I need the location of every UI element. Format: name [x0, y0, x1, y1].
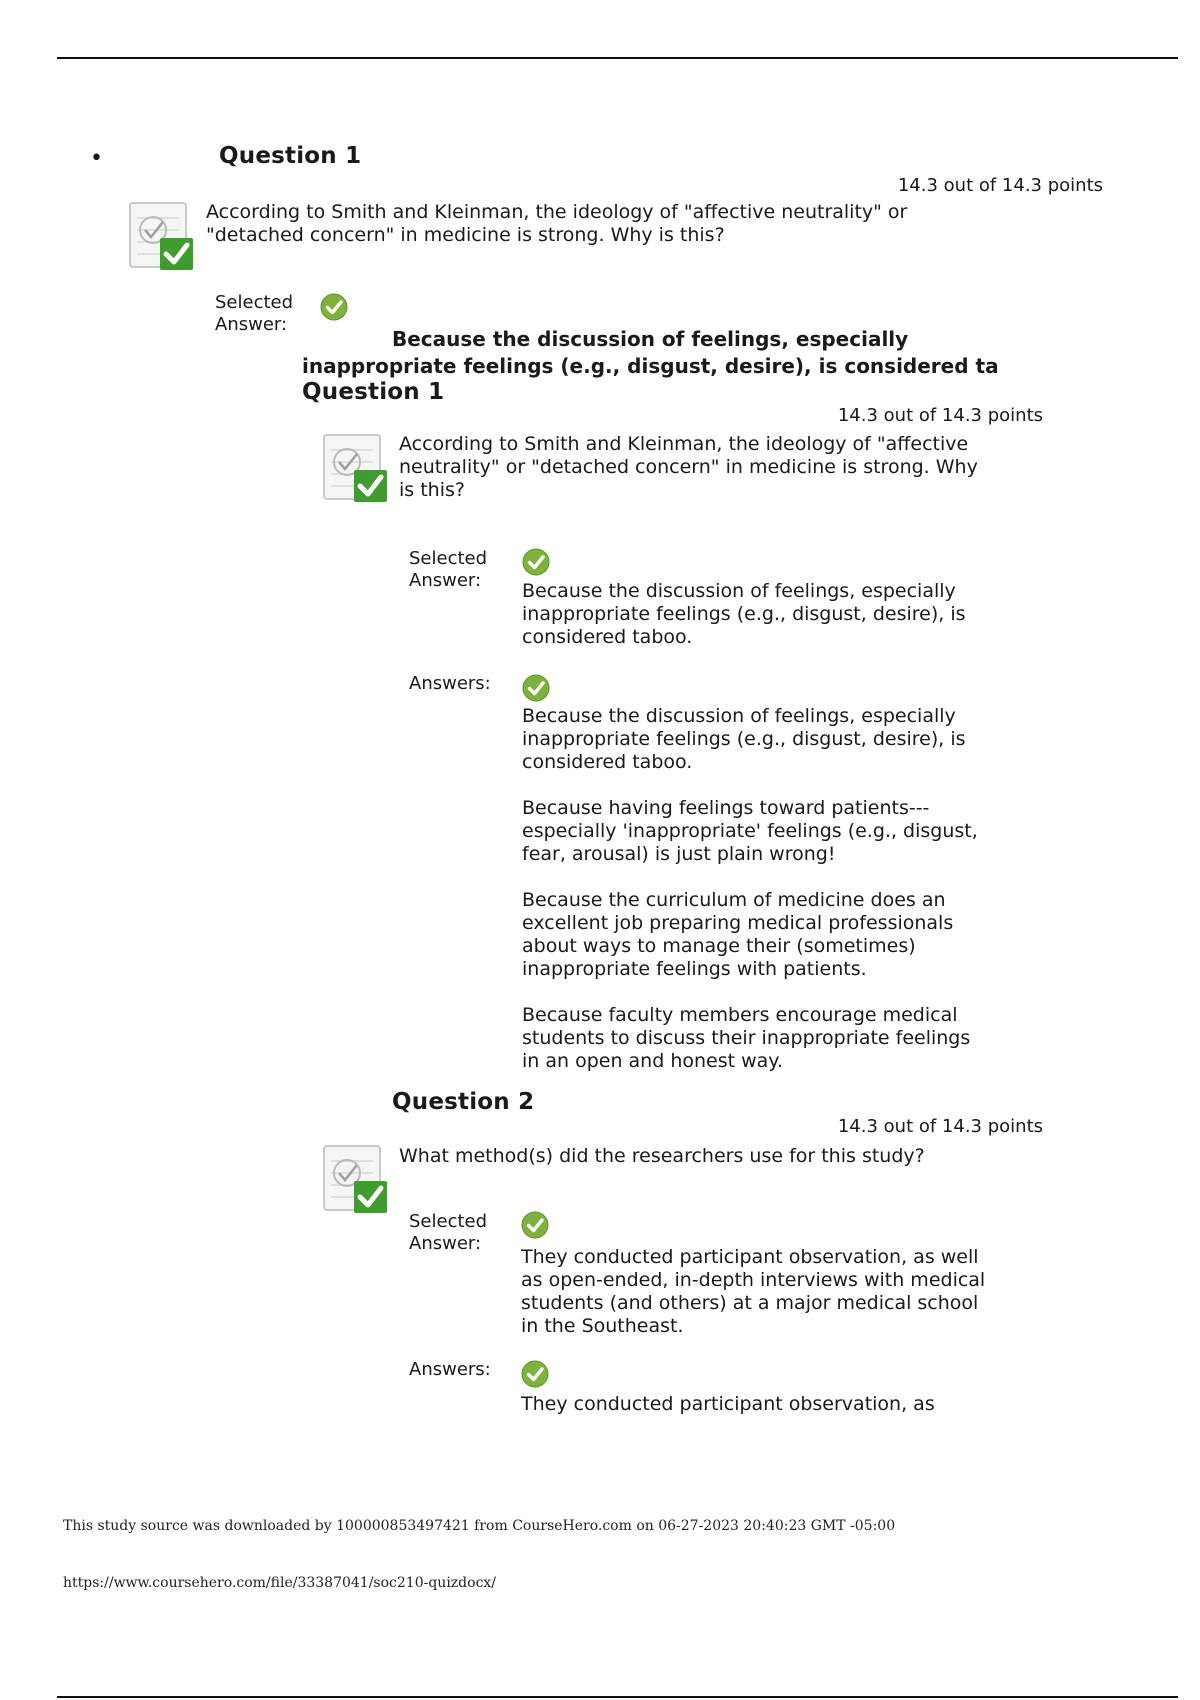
correct-check-icon — [320, 293, 348, 321]
correct-check-icon — [522, 674, 550, 702]
outer-selected-label-line1: Selected — [215, 292, 294, 313]
question-2-answer-option: They conducted participant observation, as — [521, 1393, 935, 1415]
question-1-selected-label-line1: Selected — [409, 548, 488, 569]
question-1-selected-answer: Because the discussion of feelings, especially inappropriate feelings (e.g., disgust, desire), is considered taboo. — [522, 580, 966, 648]
correct-check-icon — [521, 1211, 549, 1239]
correct-check-icon — [521, 1360, 549, 1388]
question-2-answers-label: Answers: — [409, 1359, 491, 1380]
list-bullet: • — [90, 146, 103, 171]
question-1-answer-option: Because faculty members encourage medical students to discuss their inappropriate feelings in an open and honest way. — [522, 1004, 971, 1072]
question-1-selected-label-line2: Answer: — [409, 570, 482, 591]
graded-question-icon — [321, 1143, 389, 1215]
question-1-title: Question 1 — [302, 379, 445, 405]
question-1-selected-label — [409, 548, 487, 592]
question-2-text: What method(s) did the researchers use for this study? — [399, 1145, 925, 1167]
question-2-selected-answer: They conducted participant observation, as well as open-ended, in-depth interviews with medical students (and others) at a major medical school in the Southeast. — [521, 1246, 986, 1337]
outer-question-text — [206, 201, 907, 247]
question-2-selected-label-line2: Answer: — [409, 1233, 482, 1254]
outer-question-title: Question 1 — [219, 143, 362, 169]
question-2-points: 14.3 out of 14.3 points — [837, 1116, 1043, 1137]
outer-points: 14.3 out of 14.3 points — [897, 175, 1103, 196]
outer-selected-answer-line2: inappropriate feelings (e.g., disgust, desire), is considered ta — [302, 354, 999, 378]
outer-question-text-line1: According to Smith and Kleinman, the ideology of "affective neutrality" or — [206, 201, 908, 223]
graded-question-icon — [321, 432, 389, 504]
question-1-answer-option: Because having feelings toward patients---especially 'inappropriate' feelings (e.g., disgust, fear, arousal) is just plain wrong! — [522, 797, 978, 865]
question-1-answers-label: Answers: — [409, 673, 491, 694]
bottom-rule — [57, 1696, 1178, 1698]
question-2-selected-label — [409, 1211, 487, 1255]
download-note: This study source was downloaded by 100000853497421 from CourseHero.com on 06-27-2023 20:40:23 GMT -05:00 — [63, 1518, 896, 1534]
question-1-text: According to Smith and Kleinman, the ideology of "affective neutrality" or "detached concern" in medicine is strong. Why is this? — [399, 433, 978, 501]
graded-question-icon — [127, 200, 195, 272]
question-2-title: Question 2 — [392, 1089, 535, 1115]
correct-check-icon — [522, 548, 550, 576]
question-1-points: 14.3 out of 14.3 points — [837, 405, 1043, 426]
top-rule — [57, 57, 1178, 59]
question-2-selected-label-line1: Selected — [409, 1211, 488, 1232]
question-1-answer-option: Because the discussion of feelings, especially inappropriate feelings (e.g., disgust, desire), is considered taboo. — [522, 705, 966, 773]
outer-selected-answer-line1: Because the discussion of feelings, especially — [392, 327, 909, 351]
question-1-answer-option: Because the curriculum of medicine does an excellent job preparing medical professionals about ways to manage their (sometimes) inappropriate feelings with patients. — [522, 889, 954, 980]
outer-selected-label — [215, 292, 293, 336]
source-url[interactable]: https://www.coursehero.com/file/33387041/soc210-quizdocx/ — [63, 1575, 497, 1591]
outer-selected-label-line2: Answer: — [215, 314, 288, 335]
outer-question-text-line2: "detached concern" in medicine is strong. Why is this? — [206, 224, 725, 246]
